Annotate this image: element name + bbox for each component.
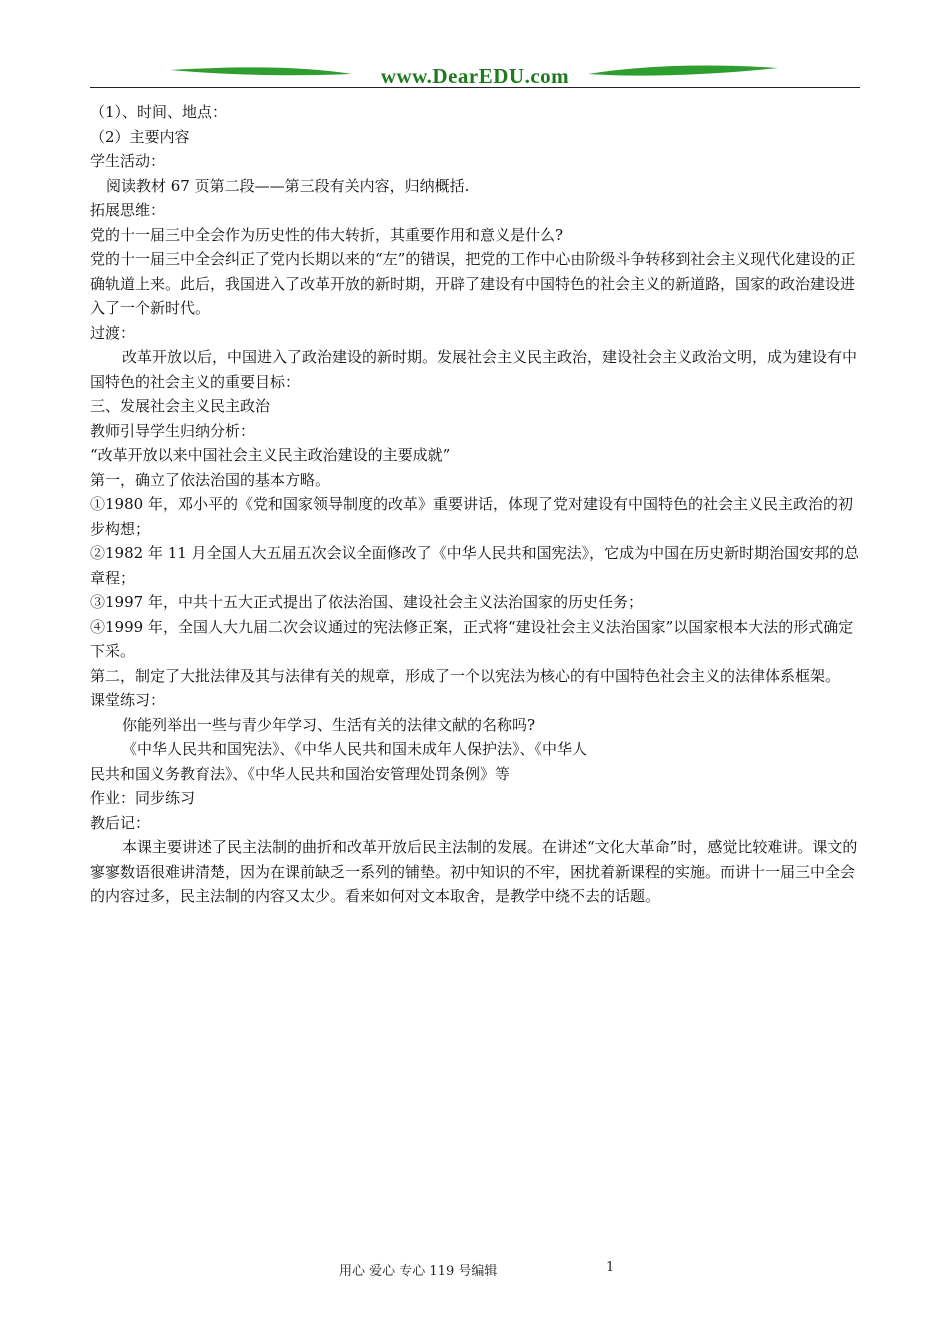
paragraph: 学生活动： bbox=[90, 152, 166, 170]
paragraph: 党的十一届三中全会作为历史性的伟大转折，其重要作用和意义是什么? bbox=[90, 225, 564, 244]
list-item: ③1997 年，中共十五大正式提出了依法治国、建设社会主义法治国家的历史任务； bbox=[90, 593, 643, 611]
paragraph: （1）、时间、地点： bbox=[90, 103, 228, 121]
paragraph: 党的十一届三中全会纠正了党内长期以来的“左”的错误，把党的工作中心由阶级斗争转移到社会主义现代化建设的正确轨道上来。此后，我国进入了改革开放的新时期，开辟了建设有中国特色的社会主义的新道路，国家的政治建设进入了一个新时代。 bbox=[90, 250, 856, 317]
list-item: ②1982 年 11 月全国人大五届五次会议全面修改了《中华人民共和国宪法》，它成为中国在历史新时期治国安邦的总章程； bbox=[90, 544, 860, 587]
list-item: ①1980 年，邓小平的《党和国家领导制度的改革》重要讲话，体现了党对建设有中国特色的社会主义民主政治的初步构想； bbox=[90, 495, 853, 538]
paragraph: 第一，确立了依法治国的基本方略。 bbox=[90, 470, 331, 489]
section-heading: 三、发展社会主义民主政治 bbox=[90, 397, 271, 415]
list-item: ④1999 年，全国人大九届二次会议通过的宪法修正案，正式将“建设社会主义法治国家”以国家根本大法的形式确定下采。 bbox=[90, 617, 854, 660]
paragraph: 民共和国义务教育法》、《中华人民共和国治安管理处罚条例》等 bbox=[90, 764, 511, 783]
paragraph: 阅读教材 67 页第二段——第三段有关内容，归纳概括. bbox=[106, 176, 470, 195]
document-body bbox=[90, 100, 862, 909]
paragraph: “改革开放以来中国社会主义民主政治建设的主要成就” bbox=[90, 446, 451, 464]
paragraph: 你能列举出一些与青少年学习、生活有关的法律文献的名称吗? bbox=[122, 715, 536, 734]
site-logo-text[interactable]: www.DearEDU.com bbox=[380, 64, 570, 88]
footer-text: 用心 爱心 专心 119 号编辑 bbox=[339, 1264, 498, 1279]
header-divider bbox=[90, 87, 860, 88]
paragraph: 《中华人民共和国宪法》、《中华人民共和国未成年人保护法》、《中华人 bbox=[122, 740, 588, 758]
paragraph: 过渡： bbox=[90, 323, 136, 342]
paragraph: 教后记： bbox=[90, 813, 151, 832]
paragraph: 改革开放以后，中国进入了政治建设的新时期。发展社会主义民主政治，建设社会主义政治文明，成为建设有中国特色的社会主义的重要目标： bbox=[90, 348, 858, 391]
paragraph: 本课主要讲述了民主法制的曲折和改革开放后民主法制的发展。在讲述“文化大革命”时，感觉比较难讲。课文的寥寥数语很难讲清楚，因为在课前缺乏一系列的铺垫。初中知识的不牢，困扰着新课程的实施。而讲十一届三中全会的内容过多，民主法制的内容又太少。看来如何对文本取舍，是教学中绕不去的话题。 bbox=[90, 838, 858, 905]
paragraph: 拓展思维： bbox=[90, 201, 166, 219]
paragraph: 作业：同步练习 bbox=[90, 789, 196, 807]
paragraph: （2）主要内容 bbox=[90, 127, 190, 146]
page-number: 1 bbox=[606, 1260, 615, 1275]
paragraph: 教师引导学生归纳分析： bbox=[90, 421, 256, 440]
paragraph: 第二，制定了大批法律及其与法律有关的规章，形成了一个以宪法为核心的有中国特色社会主义的法律体系框架。 bbox=[90, 666, 841, 685]
paragraph: 课堂练习： bbox=[90, 691, 166, 709]
